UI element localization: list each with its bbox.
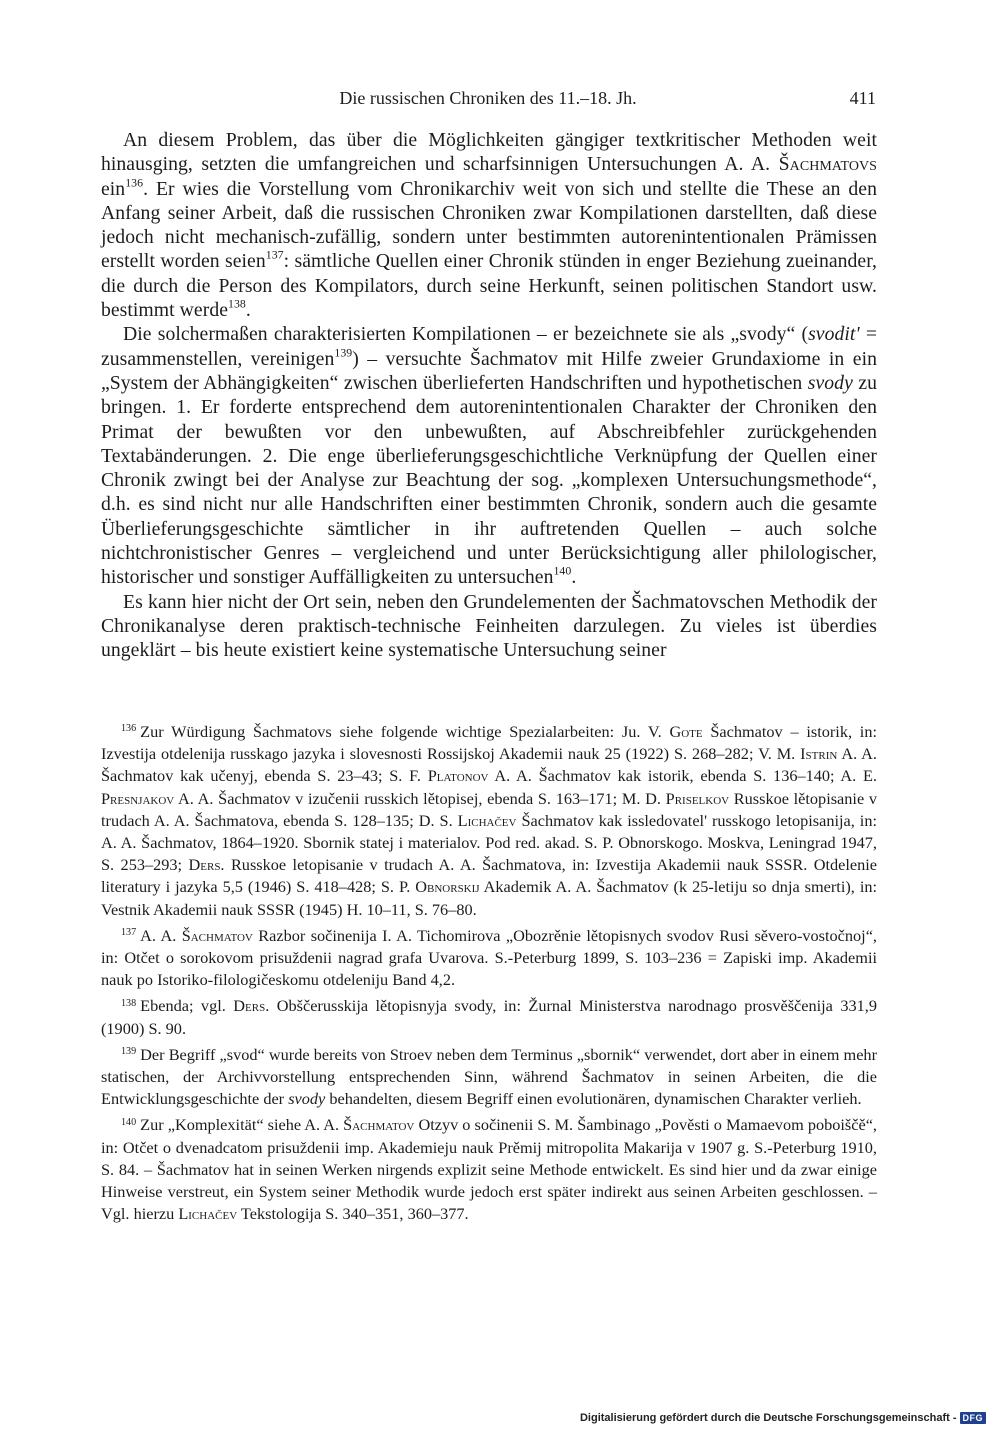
digitization-credit	[580, 1410, 986, 1426]
main-text	[101, 128, 877, 663]
page-header	[100, 84, 876, 114]
dfg-logo: DFG	[960, 1412, 987, 1424]
footnote-136: $^{136}$ Zur Würdigung Šachmatovs siehe folgende wichtige Spezialarbeiten: Ju. V. Gote Šachmatov – istorik, in: Izvestija otdelenija russkago jazyka i slovesnosti Rossijskoj Akademii nauk 25 (1922) S. 268–282; V. M. Istrin A. A. Šachmatov kak učenyj, ebenda S. 23–43; S. F. Platonov A. A. Šachmatov kak istorik, ebenda S. 136–140; A. E. Presnjakov A. A. Šachmatov v izučenii russkich lětopisej, ebenda S. 163–171; M. D. Priselkov Russkoe lětopisanie v trudach A. A. Šachmatova, ebenda S. 128–135; D. S. Lichačev Šachmatov kak issledovatel' russkogo letopisanija, in: A. A. Šachmatov, 1864–1920. Sbornik statej i materialov. Pod red. akad. S. P. Obnorskogo. Moskva, Leningrad 1947, S. 253–293; Ders. Russkoe letopisanie v trudach A. A. Šachmatova, in: Izvestija Akademii nauk SSSR. Otdelenie literatury i jazyka 5,5 (1946) S. 418–428; S. P. Obnorskij Akademik A. A. Šachmatov (k 25-letiju so dnja smerti), in: Vestnik Akademii nauk SSSR (1945) H. 10–11, S. 76–80.	[101, 722, 878, 919]
footnote-ref-136[interactable]: 136	[125, 175, 144, 190]
page-number: 411	[849, 88, 876, 108]
footnote-ref-138[interactable]: 138	[228, 296, 246, 311]
footnote-ref-139[interactable]: 139	[334, 345, 353, 360]
footnote-ref-137[interactable]: 137	[265, 248, 284, 263]
footnote-138: $^{138}$ Ebenda; vgl. Ders. Obščerusskija lětopisnyja svody, in: Žurnal Ministerstva narodnago prosvěščenija 331,9 (1900) S. 90.	[101, 996, 877, 1038]
paragraph-1: An diesem Problem, das über die Möglichkeiten gängiger textkritischer Methoden weit hinausging, setzten die umfangreichen und scharfsinnigen Untersuchungen A. A. Šachmatovs ein$^{136}$. Er wies die Vorstellung vom Chronikarchiv weit von sich und stellte die These an den Anfang seiner Arbeit, daß die russischen Chroniken zwar Kompilationen darstellten, daß diese jedoch nicht mechanisch-zufällig, sondern unter bestimmten autorenintentionalen Prämissen erstellt worden seien$^{137}$: sämtliche Quellen einer Chronik stünden in enger Beziehung zueinander, die durch die Person des Kompilators, durch seine Herkunft, seinen politischen Standort usw. bestimmt werde$^{138}$.	[101, 129, 878, 322]
footnotes	[101, 721, 877, 1229]
running-title: Die russischen Chroniken des 11.–18. Jh.	[339, 88, 637, 108]
footnote-140: $^{140}$ Zur „Komplexität“ siehe A. A. Šachmatov Otzyv o sočinenii S. M. Šambinago „Pověsti o Mamaevom poboiščě“, in: Otčet o dvenadcatom prisuždenii imp. Akademieju nauk Prěmij mitropolita Makarija v 1907 g. S.-Peterburg 1910, S. 84. – Šachmatov hat in seinen Werken nirgends explizit seine Methode entwickelt. Es sind hier und da zwar einige Hinweise verstreut, ein System seiner Methodik wurde jedoch erst später indirekt aus seinen Arbeiten geschlossen. – Vgl. hierzu Lichačev Tekstologija S. 340–351, 360–377.	[101, 1115, 877, 1224]
paragraph-2: Die solchermaßen charakterisierten Kompilationen – er bezeichnete sie als „svody“ (svodit' = zusammenstellen, vereinigen$^{139}$) – versuchte Šachmatov mit Hilfe zweier Grundaxiome in ein „System der Abhängigkeiten“ zwischen überlieferten Handschriften und hypothetischen svody zu bringen. 1. Er forderte entsprechend dem autorenintentionalen Charakter der Chroniken den Primat der bewußten vor den unbewußten, auf Abschreibfehler zurückgehenden Textabänderungen. 2. Die enge überlieferungsgeschichtliche Verknüpfung der Quellen einer Chronik zwingt bei der Analyse zur Beachtung der sog. „komplexen Untersuchungsmethode“, d.h. es sind nicht nur alle Handschriften einer bestimmten Chronik, sondern auch die gesamte Überlieferungsgeschichte sämtlicher in ihr auftretenden Quellen – auch solche nichtchronistischer Genres – vergleichend und unter Berücksichtigung aller philologischer, historischer und sonstiger Auffälligkeiten zu untersuchen$^{140}$.	[101, 323, 877, 589]
digitization-credit-text: Digitalisierung gefördert durch die Deutsche Forschungsgemeinschaft -	[579, 1412, 957, 1424]
footnote-137: $^{137}$ A. A. Šachmatov Razbor sočinenija I. A. Tichomirova „Obozrěnie lětopisnych svodov Rusi sěvero-vostočnoj“, in: Otčet o sorokovom prisuždenii nagrad grafa Uvarova. S.-Peterburg 1899, S. 103–236 = Zapiski imp. Akademii nauk po Istoriko-filologičeskomu otdeleniju Band 4,2.	[101, 925, 877, 990]
footnote-139: $^{139}$ Der Begriff „svod“ wurde bereits von Stroev neben dem Terminus „sbornik“ verwendet, dort aber in einem mehr statischen, der Archivvorstellung entsprechenden Sinn, während Šachmatov in seinen Arbeiten, die die Entwicklungsgeschichte der svody behandelten, diesem Begriff einen evolutionären, dynamischen Charakter verlieh.	[101, 1044, 877, 1109]
paragraph-3: Es kann hier nicht der Ort sein, neben den Grundelementen der Šachmatovschen Methodik der Chronikanalyse deren praktisch-technische Feinheiten darzulegen. Zu vieles ist überdies ungeklärt – bis heute existiert keine systematische Untersuchung seiner	[101, 590, 877, 662]
footnote-ref-140[interactable]: 140	[553, 564, 572, 579]
